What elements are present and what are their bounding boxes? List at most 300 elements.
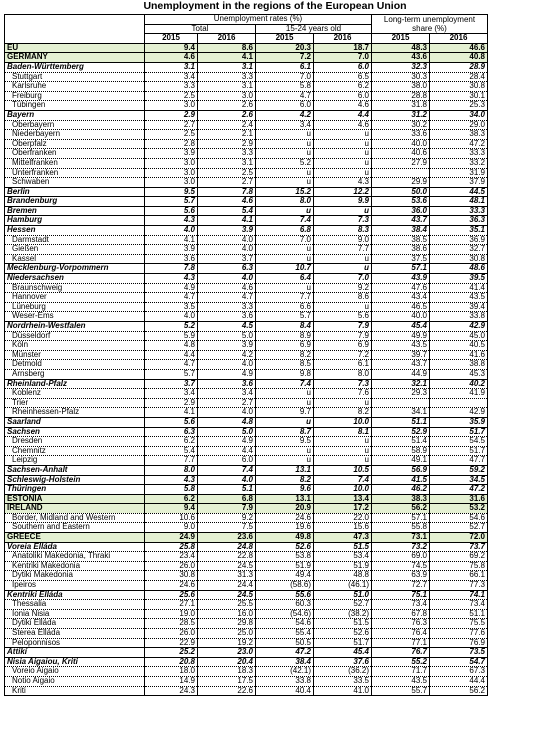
region-name: Sterea Elláda (5, 629, 145, 639)
value-cell: 28.8 (372, 91, 430, 101)
table-row (5, 398, 488, 408)
value-cell: 7.2 (314, 350, 372, 360)
value-cell: 35.1 (430, 226, 488, 236)
region-name: IRELAND (5, 504, 145, 514)
region-name: Dresden (5, 437, 145, 447)
region-name: Bremen (5, 206, 145, 216)
value-cell: 36.3 (430, 216, 488, 226)
value-cell: 50.5 (256, 638, 314, 648)
value-cell: 6.9 (256, 341, 314, 351)
value-cell: 3.9 (145, 149, 198, 159)
table-row (5, 408, 488, 418)
value-cell: 3.6 (198, 312, 256, 322)
total-header: Total (145, 24, 256, 34)
value-cell: 40.0 (372, 312, 430, 322)
region-name: Mittelfranken (5, 158, 145, 168)
value-cell: 10.6 (145, 513, 198, 523)
value-cell: u (256, 398, 314, 408)
value-cell: 6.0 (314, 91, 372, 101)
table-row (5, 235, 488, 245)
value-cell: 40.5 (430, 341, 488, 351)
value-cell: 51.4 (372, 437, 430, 447)
value-cell: 24.8 (198, 542, 256, 552)
table-row (5, 417, 488, 427)
value-cell: 6.0 (314, 62, 372, 72)
value-cell: 8.6 (198, 43, 256, 53)
value-cell: 32.7 (430, 245, 488, 255)
value-cell: 52.7 (314, 600, 372, 610)
value-cell: 77.3 (430, 581, 488, 591)
value-cell: 6.6 (256, 302, 314, 312)
value-cell: 5.2 (145, 322, 198, 332)
value-cell: 13.4 (314, 494, 372, 504)
value-cell: 5.7 (256, 312, 314, 322)
value-cell: 51.7 (430, 446, 488, 456)
year-header: 2016 (198, 34, 256, 44)
value-cell: 33.2 (430, 158, 488, 168)
value-cell: 37.5 (372, 254, 430, 264)
value-cell: 59.2 (430, 465, 488, 475)
region-name: Voreio Aigaio (5, 667, 145, 677)
value-cell: 4.6 (314, 101, 372, 111)
value-cell: 3.6 (145, 254, 198, 264)
value-cell: 3.0 (145, 168, 198, 178)
value-cell: 36.0 (372, 206, 430, 216)
region-name: Gießen (5, 245, 145, 255)
region-name: Düsseldorf (5, 331, 145, 341)
value-cell: 31.3 (198, 571, 256, 581)
value-cell: 73.5 (430, 648, 488, 658)
value-cell: 42.9 (430, 408, 488, 418)
table-row (5, 513, 488, 523)
table-row (5, 523, 488, 533)
table-row (5, 216, 488, 226)
value-cell: 3.0 (145, 158, 198, 168)
table-row (5, 245, 488, 255)
value-cell: 4.6 (145, 53, 198, 63)
region-name: Nisia Aigaiou, Kriti (5, 657, 145, 667)
value-cell: 8.2 (314, 408, 372, 418)
value-cell: 9.7 (256, 408, 314, 418)
value-cell: 75.1 (372, 590, 430, 600)
value-cell: 4.0 (198, 475, 256, 485)
value-cell: (46.1) (314, 581, 372, 591)
value-cell: (42.1) (256, 667, 314, 677)
value-cell: 38.6 (372, 245, 430, 255)
region-name: GREECE (5, 533, 145, 543)
value-cell: 74.1 (430, 590, 488, 600)
value-cell: 4.7 (256, 91, 314, 101)
value-cell: 2.1 (198, 130, 256, 140)
value-cell: 7.4 (198, 465, 256, 475)
value-cell: 73.2 (372, 542, 430, 552)
value-cell: 3.7 (145, 379, 198, 389)
value-cell: 40.0 (372, 139, 430, 149)
value-cell: 43.7 (372, 216, 430, 226)
value-cell: 36.9 (430, 235, 488, 245)
value-cell: 4.9 (198, 437, 256, 447)
value-cell: 3.1 (145, 62, 198, 72)
region-name: Kentriki Makedonia (5, 561, 145, 571)
value-cell: 7.4 (256, 216, 314, 226)
region-name: Anatoliki Makedonia, Thraki (5, 552, 145, 562)
value-cell: 45.4 (372, 322, 430, 332)
region-name: Tübingen (5, 101, 145, 111)
table-row (5, 120, 488, 130)
youth-header: 15-24 years old (256, 24, 372, 34)
value-cell: 6.2 (145, 494, 198, 504)
value-cell: 25.5 (198, 600, 256, 610)
value-cell: 69.0 (372, 552, 430, 562)
table-row (5, 542, 488, 552)
table-row (5, 53, 488, 63)
table-row (5, 312, 488, 322)
region-name: Darmstadt (5, 235, 145, 245)
value-cell: 4.4 (314, 110, 372, 120)
value-cell: 40.4 (256, 686, 314, 696)
value-cell: 6.2 (145, 437, 198, 447)
value-cell: 76.9 (430, 638, 488, 648)
value-cell: 2.9 (145, 398, 198, 408)
value-cell: 7.9 (314, 331, 372, 341)
value-cell: 3.0 (145, 178, 198, 188)
value-cell: 4.2 (198, 350, 256, 360)
value-cell: 10.0 (314, 417, 372, 427)
value-cell: 35.9 (430, 417, 488, 427)
value-cell: 47.3 (314, 533, 372, 543)
region-name: Leipzig (5, 456, 145, 466)
value-cell: 20.3 (256, 43, 314, 53)
value-cell: 49.9 (372, 331, 430, 341)
value-cell: 24.5 (198, 561, 256, 571)
value-cell: 7.6 (314, 389, 372, 399)
region-name: Arnsberg (5, 369, 145, 379)
year-header: 2015 (145, 34, 198, 44)
value-cell: 33.8 (256, 676, 314, 686)
value-cell: 42.9 (430, 322, 488, 332)
value-cell: 43.5 (430, 293, 488, 303)
table-row (5, 110, 488, 120)
value-cell: 77.1 (372, 638, 430, 648)
value-cell: 2.7 (198, 398, 256, 408)
value-cell: 19.6 (256, 523, 314, 533)
value-cell: 22.0 (314, 513, 372, 523)
table-row (5, 158, 488, 168)
value-cell: 10.7 (256, 264, 314, 274)
unemployment-rates-header: Unemployment rates (%) (145, 15, 372, 25)
table-row (5, 552, 488, 562)
table-title: Unemployment in the regions of the European Union (143, 0, 407, 12)
value-cell: 9.4 (145, 43, 198, 53)
region-name: Schleswig-Holstein (5, 475, 145, 485)
table-row (5, 302, 488, 312)
value-cell: (54.6) (256, 609, 314, 619)
value-cell: 60.3 (256, 600, 314, 610)
value-cell: 8.0 (145, 465, 198, 475)
value-cell: 43.5 (372, 676, 430, 686)
region-name: Chemnitz (5, 446, 145, 456)
value-cell: 4.9 (145, 283, 198, 293)
value-cell: 3.7 (198, 254, 256, 264)
table-row (5, 571, 488, 581)
table-row (5, 619, 488, 629)
value-cell: 24.5 (198, 590, 256, 600)
table-row (5, 581, 488, 591)
value-cell: 17.2 (314, 504, 372, 514)
region-name: Karlsruhe (5, 82, 145, 92)
value-cell: 30.8 (430, 82, 488, 92)
table-row (5, 43, 488, 53)
value-cell: 55.4 (256, 629, 314, 639)
value-cell: 46.5 (372, 302, 430, 312)
value-cell: 2.9 (145, 110, 198, 120)
region-name: Niedersachsen (5, 274, 145, 284)
value-cell: 5.6 (145, 417, 198, 427)
region-name: Notio Aigaio (5, 676, 145, 686)
table-row (5, 657, 488, 667)
value-cell: 53.4 (314, 552, 372, 562)
value-cell: 29.8 (198, 619, 256, 629)
value-cell: u (256, 206, 314, 216)
value-cell: 13.1 (256, 465, 314, 475)
value-cell: 45.0 (430, 331, 488, 341)
region-name: Berlin (5, 187, 145, 197)
value-cell: 44.4 (430, 676, 488, 686)
value-cell: 33.5 (314, 676, 372, 686)
value-cell: 72.0 (430, 533, 488, 543)
region-header-cell (5, 15, 145, 44)
value-cell: 6.4 (256, 274, 314, 284)
value-cell: 7.0 (314, 53, 372, 63)
region-name: GERMANY (5, 53, 145, 63)
value-cell: (36.2) (314, 667, 372, 677)
region-name: Dytiki Elláda (5, 619, 145, 629)
value-cell: 51.5 (314, 619, 372, 629)
value-cell: 18.0 (145, 667, 198, 677)
value-cell: u (256, 283, 314, 293)
value-cell: 55.8 (372, 523, 430, 533)
value-cell: 51.1 (372, 417, 430, 427)
value-cell: u (314, 168, 372, 178)
value-cell: 75.8 (430, 561, 488, 571)
value-cell: 4.7 (145, 360, 198, 370)
value-cell: u (256, 456, 314, 466)
region-name: Hannover (5, 293, 145, 303)
value-cell: 33.6 (372, 130, 430, 140)
value-cell: 25.6 (145, 590, 198, 600)
value-cell: 27.1 (145, 600, 198, 610)
value-cell: 38.5 (372, 235, 430, 245)
value-cell: 7.0 (256, 235, 314, 245)
value-cell: 7.8 (145, 264, 198, 274)
value-cell: 5.7 (145, 197, 198, 207)
value-cell: 4.7 (198, 293, 256, 303)
value-cell: 41.5 (372, 475, 430, 485)
table-body (5, 43, 488, 695)
region-name: Kassel (5, 254, 145, 264)
value-cell: 3.3 (198, 302, 256, 312)
region-name: Saarland (5, 417, 145, 427)
value-cell: u (256, 168, 314, 178)
region-name: Kentriki Elláda (5, 590, 145, 600)
table-row (5, 456, 488, 466)
table-row (5, 293, 488, 303)
value-cell: 54.6 (256, 619, 314, 629)
value-cell: 2.6 (198, 101, 256, 111)
value-cell: 75.5 (430, 619, 488, 629)
value-cell: 51.9 (314, 561, 372, 571)
value-cell: (58.6) (256, 581, 314, 591)
value-cell: u (314, 398, 372, 408)
table-row (5, 667, 488, 677)
value-cell: 3.1 (198, 158, 256, 168)
value-cell: 4.4 (198, 446, 256, 456)
value-cell: 5.4 (198, 206, 256, 216)
value-cell: 73.7 (430, 542, 488, 552)
region-name: Koblenz (5, 389, 145, 399)
value-cell: 51.1 (430, 609, 488, 619)
region-name: Hamburg (5, 216, 145, 226)
table-row (5, 465, 488, 475)
table-row (5, 72, 488, 82)
value-cell: 31.6 (430, 494, 488, 504)
value-cell: 51.5 (314, 542, 372, 552)
table-row (5, 91, 488, 101)
value-cell: 20.8 (145, 657, 198, 667)
region-name: Köln (5, 341, 145, 351)
value-cell: 39.5 (430, 274, 488, 284)
value-cell: 56.2 (372, 504, 430, 514)
region-name: Peloponnisos (5, 638, 145, 648)
value-cell: 22.6 (198, 686, 256, 696)
table-row (5, 130, 488, 140)
value-cell: 3.3 (198, 149, 256, 159)
region-name: Southern and Eastern (5, 523, 145, 533)
value-cell: 51.7 (314, 638, 372, 648)
value-cell: 2.7 (145, 120, 198, 130)
region-name: Nordrhein-Westfalen (5, 322, 145, 332)
region-name: Kriti (5, 686, 145, 696)
value-cell: 9.4 (145, 504, 198, 514)
value-cell: 44.9 (372, 369, 430, 379)
value-cell: 23.4 (145, 552, 198, 562)
table-row (5, 226, 488, 236)
value-cell: 32.1 (372, 379, 430, 389)
value-cell: 22.8 (198, 552, 256, 562)
value-cell: 7.7 (314, 245, 372, 255)
value-cell: 5.9 (145, 331, 198, 341)
region-name: EU (5, 43, 145, 53)
value-cell: 3.1 (198, 82, 256, 92)
value-cell: 7.9 (198, 504, 256, 514)
value-cell: 71.7 (372, 667, 430, 677)
value-cell: 8.9 (256, 331, 314, 341)
table-row (5, 485, 488, 495)
value-cell: 7.5 (198, 523, 256, 533)
value-cell: 7.3 (314, 379, 372, 389)
value-cell: 57.1 (372, 264, 430, 274)
table-row (5, 149, 488, 159)
table-row (5, 686, 488, 696)
region-name: Thessalia (5, 600, 145, 610)
table-row (5, 676, 488, 686)
value-cell: 8.3 (314, 226, 372, 236)
value-cell: 4.6 (198, 283, 256, 293)
value-cell: 25.3 (430, 101, 488, 111)
table-row (5, 427, 488, 437)
value-cell: 28.4 (430, 72, 488, 82)
value-cell: 51.9 (256, 561, 314, 571)
value-cell: 24.4 (198, 581, 256, 591)
value-cell: 17.5 (198, 676, 256, 686)
value-cell: 41.0 (314, 686, 372, 696)
region-name: Münster (5, 350, 145, 360)
value-cell: 38.3 (430, 130, 488, 140)
value-cell: u (256, 389, 314, 399)
value-cell: 7.0 (256, 72, 314, 82)
value-cell: 52.7 (430, 523, 488, 533)
value-cell: 55.6 (256, 590, 314, 600)
region-name: Bayern (5, 110, 145, 120)
value-cell: 5.8 (256, 82, 314, 92)
value-cell: 4.0 (198, 274, 256, 284)
region-name: Hessen (5, 226, 145, 236)
table-row (5, 168, 488, 178)
value-cell (372, 398, 430, 408)
value-cell: 3.0 (198, 91, 256, 101)
value-cell: 38.4 (372, 226, 430, 236)
value-cell: 76.7 (372, 648, 430, 658)
region-name: Border, Midland and Western (5, 513, 145, 523)
value-cell: 24.6 (145, 581, 198, 591)
value-cell: 41.6 (430, 350, 488, 360)
value-cell: 9.2 (314, 283, 372, 293)
value-cell: 10.0 (314, 485, 372, 495)
value-cell: 38.3 (372, 494, 430, 504)
value-cell: 44.5 (430, 187, 488, 197)
region-name: Lüneburg (5, 302, 145, 312)
value-cell: 2.5 (145, 91, 198, 101)
value-cell: 8.2 (256, 350, 314, 360)
value-cell: 4.0 (198, 408, 256, 418)
value-cell: 7.4 (256, 379, 314, 389)
table-row (5, 139, 488, 149)
table-row (5, 590, 488, 600)
value-cell: 4.7 (145, 293, 198, 303)
value-cell: 5.2 (256, 158, 314, 168)
table-row (5, 638, 488, 648)
value-cell: u (314, 302, 372, 312)
table-row (5, 629, 488, 639)
value-cell: 3.1 (198, 62, 256, 72)
year-header: 2016 (430, 34, 488, 44)
region-name: Freiburg (5, 91, 145, 101)
value-cell: u (314, 456, 372, 466)
value-cell: 49.1 (372, 456, 430, 466)
value-cell: 18.3 (198, 667, 256, 677)
region-name: Dytiki Makedonia (5, 571, 145, 581)
value-cell: 22.9 (145, 638, 198, 648)
value-cell: 30.2 (372, 120, 430, 130)
table-row (5, 648, 488, 658)
value-cell: 5.7 (145, 369, 198, 379)
value-cell: 3.4 (256, 120, 314, 130)
region-name: Braunschweig (5, 283, 145, 293)
value-cell: 76.3 (372, 619, 430, 629)
value-cell: 7.4 (314, 475, 372, 485)
value-cell: 74.5 (372, 561, 430, 571)
value-cell: 4.1 (145, 235, 198, 245)
